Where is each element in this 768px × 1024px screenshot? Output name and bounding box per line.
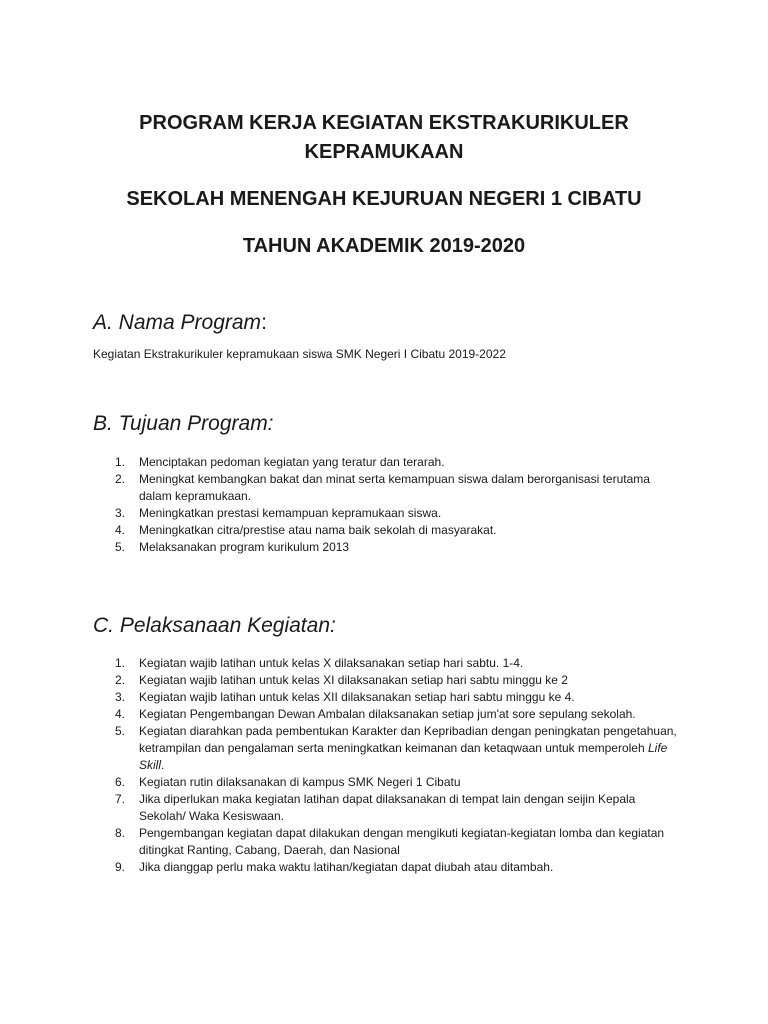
section-a-title: A. Nama Program — [93, 311, 262, 334]
list-number: 7. — [115, 792, 126, 806]
list-item — [93, 774, 683, 791]
list-number: 5. — [115, 724, 126, 738]
list-text: Kegiatan Pengembangan Dewan Ambalan dilaksanakan setiap jum'at sore sepulang sekolah. — [139, 707, 636, 721]
list-number: 3. — [115, 506, 126, 520]
list-number: 2. — [115, 673, 126, 687]
list-text: Meningkatkan citra/prestise atau nama baik sekolah di masyarakat. — [139, 523, 497, 537]
list-number: 4. — [115, 707, 126, 721]
list-item — [93, 522, 683, 539]
list-number: 3. — [115, 690, 126, 704]
section-b-heading: B. Tujuan Program: — [93, 412, 274, 435]
objectives-list — [93, 454, 683, 556]
title-line-1: PROGRAM KERJA KEGIATAN EKSTRAKURIKULER — [139, 112, 629, 134]
list-number: 8. — [115, 826, 126, 840]
school-name: SEKOLAH MENENGAH KEJURUAN NEGERI 1 CIBATU — [126, 188, 642, 210]
list-text-tail: . — [161, 758, 165, 772]
list-number: 4. — [115, 523, 126, 537]
list-text: Jika diperlukan maka kegiatan latihan dapat dilaksanakan di tempat lain dengan seijin Kepala Sekolah/ Waka Kesiswaan. — [139, 792, 636, 823]
list-item — [93, 689, 683, 706]
list-number: 5. — [115, 540, 126, 554]
list-number: 1. — [115, 455, 126, 469]
list-text: Pengembangan kegiatan dapat dilakukan dengan mengikuti kegiatan-kegiatan lomba dan kegiatan ditingkat Ranting, Cabang, Daerah, dan Nasional — [139, 826, 665, 857]
list-text: Kegiatan rutin dilaksanakan di kampus SMK Negeri 1 Cibatu — [139, 775, 461, 789]
list-item — [93, 471, 683, 505]
program-name-text: Kegiatan Ekstrakurikuler kepramukaan siswa SMK Negeri I Cibatu 2019-2022 — [93, 347, 506, 361]
section-a-colon: : — [261, 311, 267, 334]
list-text: Meningkatkan prestasi kemampuan kepramukaan siswa. — [139, 506, 442, 520]
section-a-heading — [93, 309, 267, 337]
list-text: Kegiatan wajib latihan untuk kelas XI dilaksanakan setiap hari sabtu minggu ke 2 — [139, 673, 568, 687]
list-item — [93, 859, 683, 876]
list-text: Jika dianggap perlu maka waktu latihan/kegiatan dapat diubah atau ditambah. — [139, 860, 554, 874]
list-item — [93, 825, 683, 859]
title-line-2: KEPRAMUKAAN — [304, 141, 464, 163]
list-number: 1. — [115, 656, 126, 670]
list-item — [93, 539, 683, 556]
list-number: 9. — [115, 860, 126, 874]
list-text: Melaksanakan program kurikulum 2013 — [139, 540, 350, 554]
list-text: Kegiatan diarahkan pada pembentukan Karakter dan Kepribadian dengan peningkatan pengetahuan, ketrampilan dan pengalaman serta meningkatkan keimanan dan ketaqwaan untuk memperoleh — [139, 724, 677, 755]
academic-year: TAHUN AKADEMIK 2019-2020 — [242, 235, 526, 257]
list-number: 2. — [115, 472, 126, 486]
list-item — [93, 672, 683, 689]
list-item — [93, 791, 683, 825]
list-text: Kegiatan wajib latihan untuk kelas X dilaksanakan setiap hari sabtu. 1-4. — [139, 656, 524, 670]
life-skill-emphasis: Life Skill — [139, 741, 668, 772]
list-item — [93, 505, 683, 522]
list-item — [93, 706, 683, 723]
list-number: 6. — [115, 775, 126, 789]
section-c-heading: C. Pelaksanaan Kegiatan: — [93, 614, 336, 637]
list-item — [93, 655, 683, 672]
document-title — [60, 109, 708, 167]
activities-list — [93, 655, 683, 876]
list-text: Meningkat kembangkan bakat dan minat serta kemampuan siswa dalam berorganisasi terutama dalam kepramukaan. — [139, 472, 650, 503]
list-item — [93, 454, 683, 471]
list-text: Menciptakan pedoman kegiatan yang teratur dan terarah. — [139, 455, 445, 469]
list-text: Kegiatan wajib latihan untuk kelas XII dilaksanakan setiap hari sabtu minggu ke 4. — [139, 690, 575, 704]
list-item — [93, 723, 683, 774]
